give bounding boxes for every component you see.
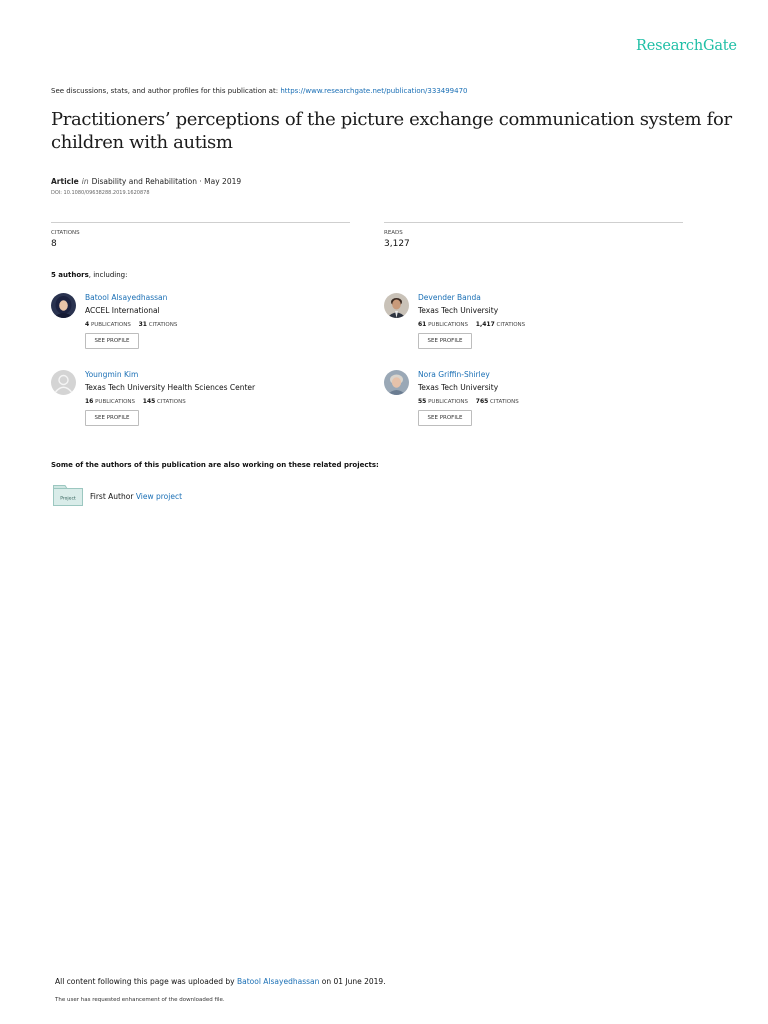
citations-label: CITATIONS [490,399,519,405]
author-citations-count: 1,417 [475,321,495,328]
author-publications-count: 61 [418,321,427,328]
publications-label: PUBLICATIONS [428,322,469,328]
author-card [51,370,351,440]
author-publications-count: 4 [85,321,90,328]
publication-url-link[interactable]: https://www.researchgate.net/publication/333499470 [280,87,468,95]
authors-heading [51,271,127,279]
author-citations-count: 31 [138,321,147,328]
author-avatar[interactable] [51,293,76,318]
upload-date: on 01 June 2019. [319,977,386,986]
authors-including: , including: [88,271,128,279]
enhancement-note: The user has requested enhancement of the downloaded file. [55,997,225,1003]
discussions-line [51,87,468,95]
project-icon-label: Project [60,496,76,502]
citations-label: CITATIONS [51,230,80,236]
author-publications-count: 16 [85,398,94,405]
author-citations-count: 765 [475,398,489,405]
publication-doi: DOI: 10.1080/09638288.2019.1620878 [51,190,150,196]
see-profile-button[interactable]: SEE PROFILE [85,410,139,426]
author-institution: Texas Tech University [418,383,499,392]
see-profile-button[interactable]: SEE PROFILE [418,410,472,426]
in-word: in [81,177,89,186]
author-institution: ACCEL International [85,306,160,315]
publication-title: Practitioners’ perceptions of the picture exchange communication system for children with autism [51,109,732,153]
author-stats [418,398,525,405]
reads-divider [384,222,683,223]
upload-prefix: All content following this page was uploaded by [55,977,237,986]
author-institution: Texas Tech University Health Sciences Center [85,383,256,392]
reads-count: 3,127 [384,239,410,249]
author-stats [85,321,183,328]
author-avatar[interactable] [384,293,409,318]
uploader-link[interactable]: Batool Alsayedhassan [236,977,320,986]
see-profile-button[interactable]: SEE PROFILE [85,333,139,349]
author-name-link[interactable]: Devender Banda [418,293,481,302]
project-folder-icon [53,485,83,506]
related-projects-heading: Some of the authors of this publication are also working on these related projects: [51,461,379,469]
author-card [384,293,684,363]
publications-label: PUBLICATIONS [90,322,131,328]
project-name: First Author [90,492,134,501]
reads-label: READS [384,230,403,236]
author-avatar[interactable] [384,370,409,395]
discussions-prefix: See discussions, stats, and author profiles for this publication at: [51,87,281,95]
citations-label: CITATIONS [496,322,526,328]
author-card [51,293,351,363]
author-citations-count: 145 [142,398,156,405]
citations-label: CITATIONS [148,322,178,328]
publication-type: Article [51,177,79,186]
author-stats [85,398,192,405]
view-project-link[interactable]: View project [135,492,183,501]
citations-label: CITATIONS [157,399,186,405]
author-institution: Texas Tech University [418,306,499,315]
publication-date: · May 2019 [197,177,242,186]
researchgate-logo[interactable]: ResearchGate [636,38,737,54]
author-publications-count: 55 [418,398,427,405]
publications-label: PUBLICATIONS [428,399,469,405]
see-profile-button[interactable]: SEE PROFILE [418,333,472,349]
author-name-link[interactable]: Nora Griffin-Shirley [418,370,490,379]
citations-divider [51,222,350,223]
related-project-item [90,492,182,501]
authors-count: 5 authors [51,271,89,279]
journal-name: Disability and Rehabilitation [91,177,197,186]
upload-notice [55,977,386,986]
publication-meta [51,177,241,186]
author-stats [418,321,531,328]
author-card [384,370,684,440]
author-avatar-placeholder[interactable] [51,370,76,395]
citations-count: 8 [51,239,57,249]
author-name-link[interactable]: Batool Alsayedhassan [85,293,168,302]
publications-label: PUBLICATIONS [95,399,136,405]
author-name-link[interactable]: Youngmin Kim [85,370,139,379]
